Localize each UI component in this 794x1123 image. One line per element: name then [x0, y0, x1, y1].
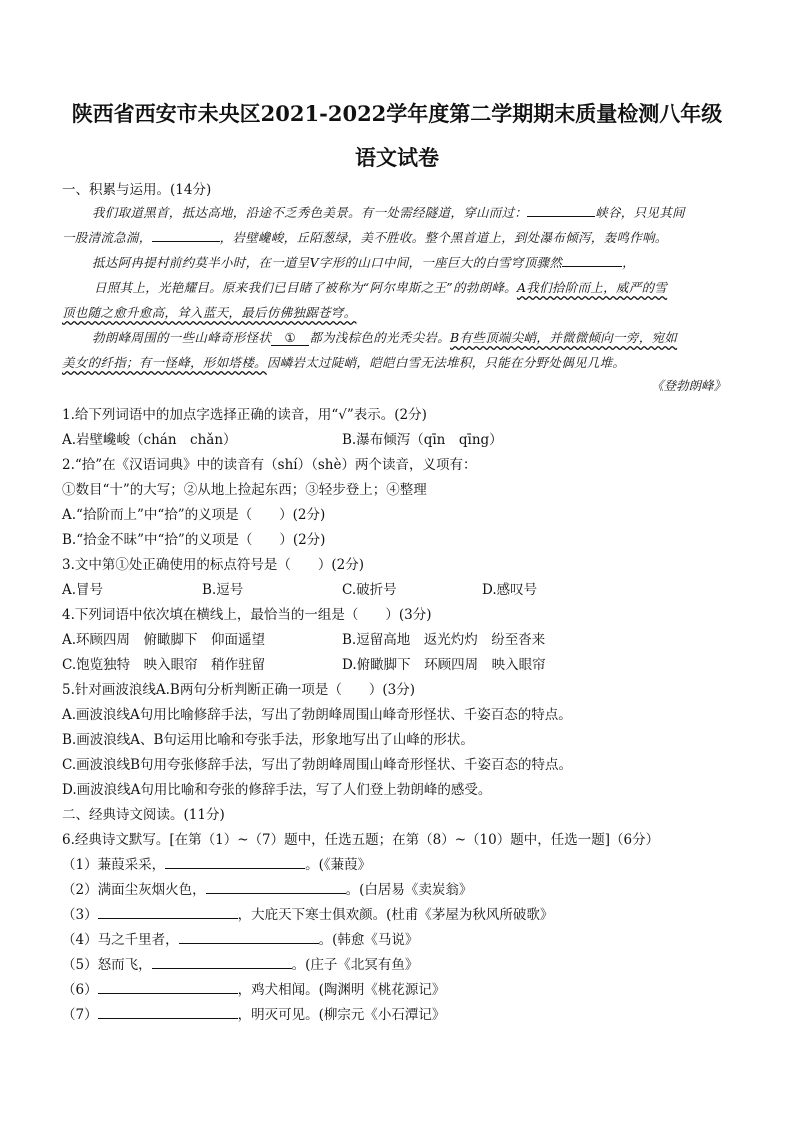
- q5-option[interactable]: A.画波浪线A句用比喻修辞手法，写出了勃朗峰周围山峰奇形怪状、千姿百态的特点。: [62, 707, 572, 723]
- fill-blank[interactable]: [152, 228, 220, 242]
- passage-source: 《登勃朗峰》: [650, 378, 726, 393]
- wavy-sentence-a: A我们拾阶而上，威严的雪: [516, 280, 668, 295]
- fill-blank[interactable]: [152, 955, 292, 969]
- fill-blank[interactable]: [98, 1005, 238, 1019]
- q2-meanings: ①数目“十”的大写；②从地上捡起东西；③轻步登上；④整理: [62, 482, 427, 498]
- q5-option[interactable]: D.画波浪线A句用比喻和夸张的修辞手法，写了人们登上勃朗峰的感受。: [62, 782, 492, 798]
- exam-title: 陕西省西安市未央区2021-2022学年度第二学期期末质量检测八年级: [71, 101, 723, 126]
- passage-line: [62, 303, 356, 321]
- q3-option[interactable]: B.逗号: [202, 582, 244, 598]
- fill-blank[interactable]: [98, 905, 238, 919]
- q4-option[interactable]: A.环顾四周 俯瞰脚下 仰面遥望: [62, 632, 266, 648]
- fill-blank[interactable]: [165, 855, 305, 869]
- exam-subtitle: 语文试卷: [355, 145, 439, 170]
- q3-option[interactable]: C.破折号: [342, 582, 397, 598]
- question-4-stem: 4.下列词语中依次填在横线上，最恰当的一组是（ ）(3分): [62, 607, 432, 623]
- q4-option[interactable]: D.俯瞰脚下 环顾四周 映入眼帘: [342, 657, 546, 673]
- fill-blank[interactable]: [206, 880, 346, 894]
- question-2-stem: 2.“拾”在《汉语词典》中的读音有（shí）（shè）两个读音，义项有：: [62, 457, 477, 473]
- fill-blank[interactable]: [179, 930, 319, 944]
- passage-line: 抵达阿冉提村前约莫半小时，在一道呈V字形的山口中间，一座巨大的白雪穹顶骤然 ，: [92, 255, 635, 270]
- punctuation-blank-1[interactable]: ①: [271, 330, 309, 346]
- wavy-sentence-a-cont: 顶也随之愈升愈高，耸入蓝天，最后仿佛独踞苍穹。: [62, 305, 357, 320]
- section2-heading: 二、经典诗文阅读。(11分): [62, 807, 225, 823]
- fill-blank[interactable]: [527, 203, 595, 217]
- q6-item-5: （5）怒而飞， 。(庄子《北冥有鱼》: [62, 957, 419, 973]
- q4-option[interactable]: B.逗留高地 返光灼灼 纷至沓来: [342, 632, 546, 648]
- question-3-stem: 3.文中第①处正确使用的标点符号是（ ）(2分): [62, 557, 365, 573]
- q6-item-4: （4）马之千里者， 。(韩愈《马说》: [62, 932, 419, 948]
- q2-part-b[interactable]: B.“拾金不昧”中“拾”的义项是（ ）(2分): [62, 532, 326, 548]
- fill-blank[interactable]: [98, 980, 238, 994]
- passage-line: 一股清流急湍， ，岩壁巉峻，丘陌葱绿，美不胜收。整个黑首道上，到处瀑布倾泻，轰鸣作响。: [62, 230, 668, 245]
- section1-heading: 一、积累与运用。(14分): [62, 182, 212, 198]
- q6-item-1: （1）蒹葭采采， 。(《蒹葭》: [62, 857, 372, 873]
- wavy-sentence-b-cont: 美女的纤指；有一怪峰，形如塔楼。: [62, 355, 267, 370]
- q2-part-a[interactable]: A.“拾阶而上”中“拾”的义项是（ ）(2分): [62, 507, 326, 523]
- q4-option[interactable]: C.饱览独特 映入眼帘 稍作驻留: [62, 657, 266, 673]
- q5-option[interactable]: B.画波浪线A、B句运用比喻和夸张手法，形象地写出了山峰的形状。: [62, 732, 474, 748]
- question-1-stem: 1.给下列词语中的加点字选择正确的读音，用“√”表示。(2分): [62, 407, 427, 423]
- q5-option[interactable]: C.画波浪线B句用夸张修辞手法，写出了勃朗峰周围山峰奇形怪状、千姿百态的特点。: [62, 757, 573, 773]
- q6-item-6: （6） ，鸡犬相闻。(陶渊明《桃花源记》: [62, 982, 446, 998]
- q3-option[interactable]: A.冒号: [62, 582, 104, 598]
- q6-item-3: （3） ，大庇天下寒士俱欢颜。(杜甫《茅屋为秋风所破歌》: [62, 907, 554, 923]
- passage-line: 我们取道黑首，抵达高地，沿途不乏秀色美景。有一处需经隧道，穿山而过： 峡谷，只见其间: [92, 205, 685, 220]
- passage-line: 美女的纤指；有一怪峰，形如塔楼。因嶙岩太过陡峭，皑皑白雪无法堆积，只能在分野处偶见几堆。: [62, 355, 626, 370]
- passage-line: 勃朗峰周围的一些山峰奇形怪状 ① 都为浅棕色的光秃尖岩。B有些顶端尖峭，并微微倾向一旁，宛如: [92, 330, 678, 345]
- fill-blank[interactable]: [562, 253, 622, 267]
- question-6-stem: 6.经典诗文默写。[在第（1）~（7）题中，任选五题；在第（8）~（10）题中，任选一题]（6分）: [62, 832, 660, 848]
- passage-line: 日照其上，光艳耀目。原来我们已目睹了被称为“阿尔卑斯之王”的勃朗峰。A我们拾阶而上，威严的雪: [94, 280, 668, 295]
- q3-option[interactable]: D.感叹号: [482, 582, 538, 598]
- question-5-stem: 5.针对画波浪线A.B两句分析判断正确一项是（ ）(3分): [62, 682, 415, 698]
- q6-item-7: （7） ，明灭可见。(柳宗元《小石潭记》: [62, 1007, 446, 1023]
- q1-option-b[interactable]: B.瀑布倾泻（qīn qīng）: [342, 432, 503, 448]
- q6-item-2: （2）满面尘灰烟火色， 。(白居易《卖炭翁》: [62, 882, 473, 898]
- wavy-sentence-b: B有些顶端尖峭，并微微倾向一旁，宛如: [450, 330, 678, 345]
- q1-option-a[interactable]: A.岩壁巉峻（chán chǎn）: [62, 432, 237, 448]
